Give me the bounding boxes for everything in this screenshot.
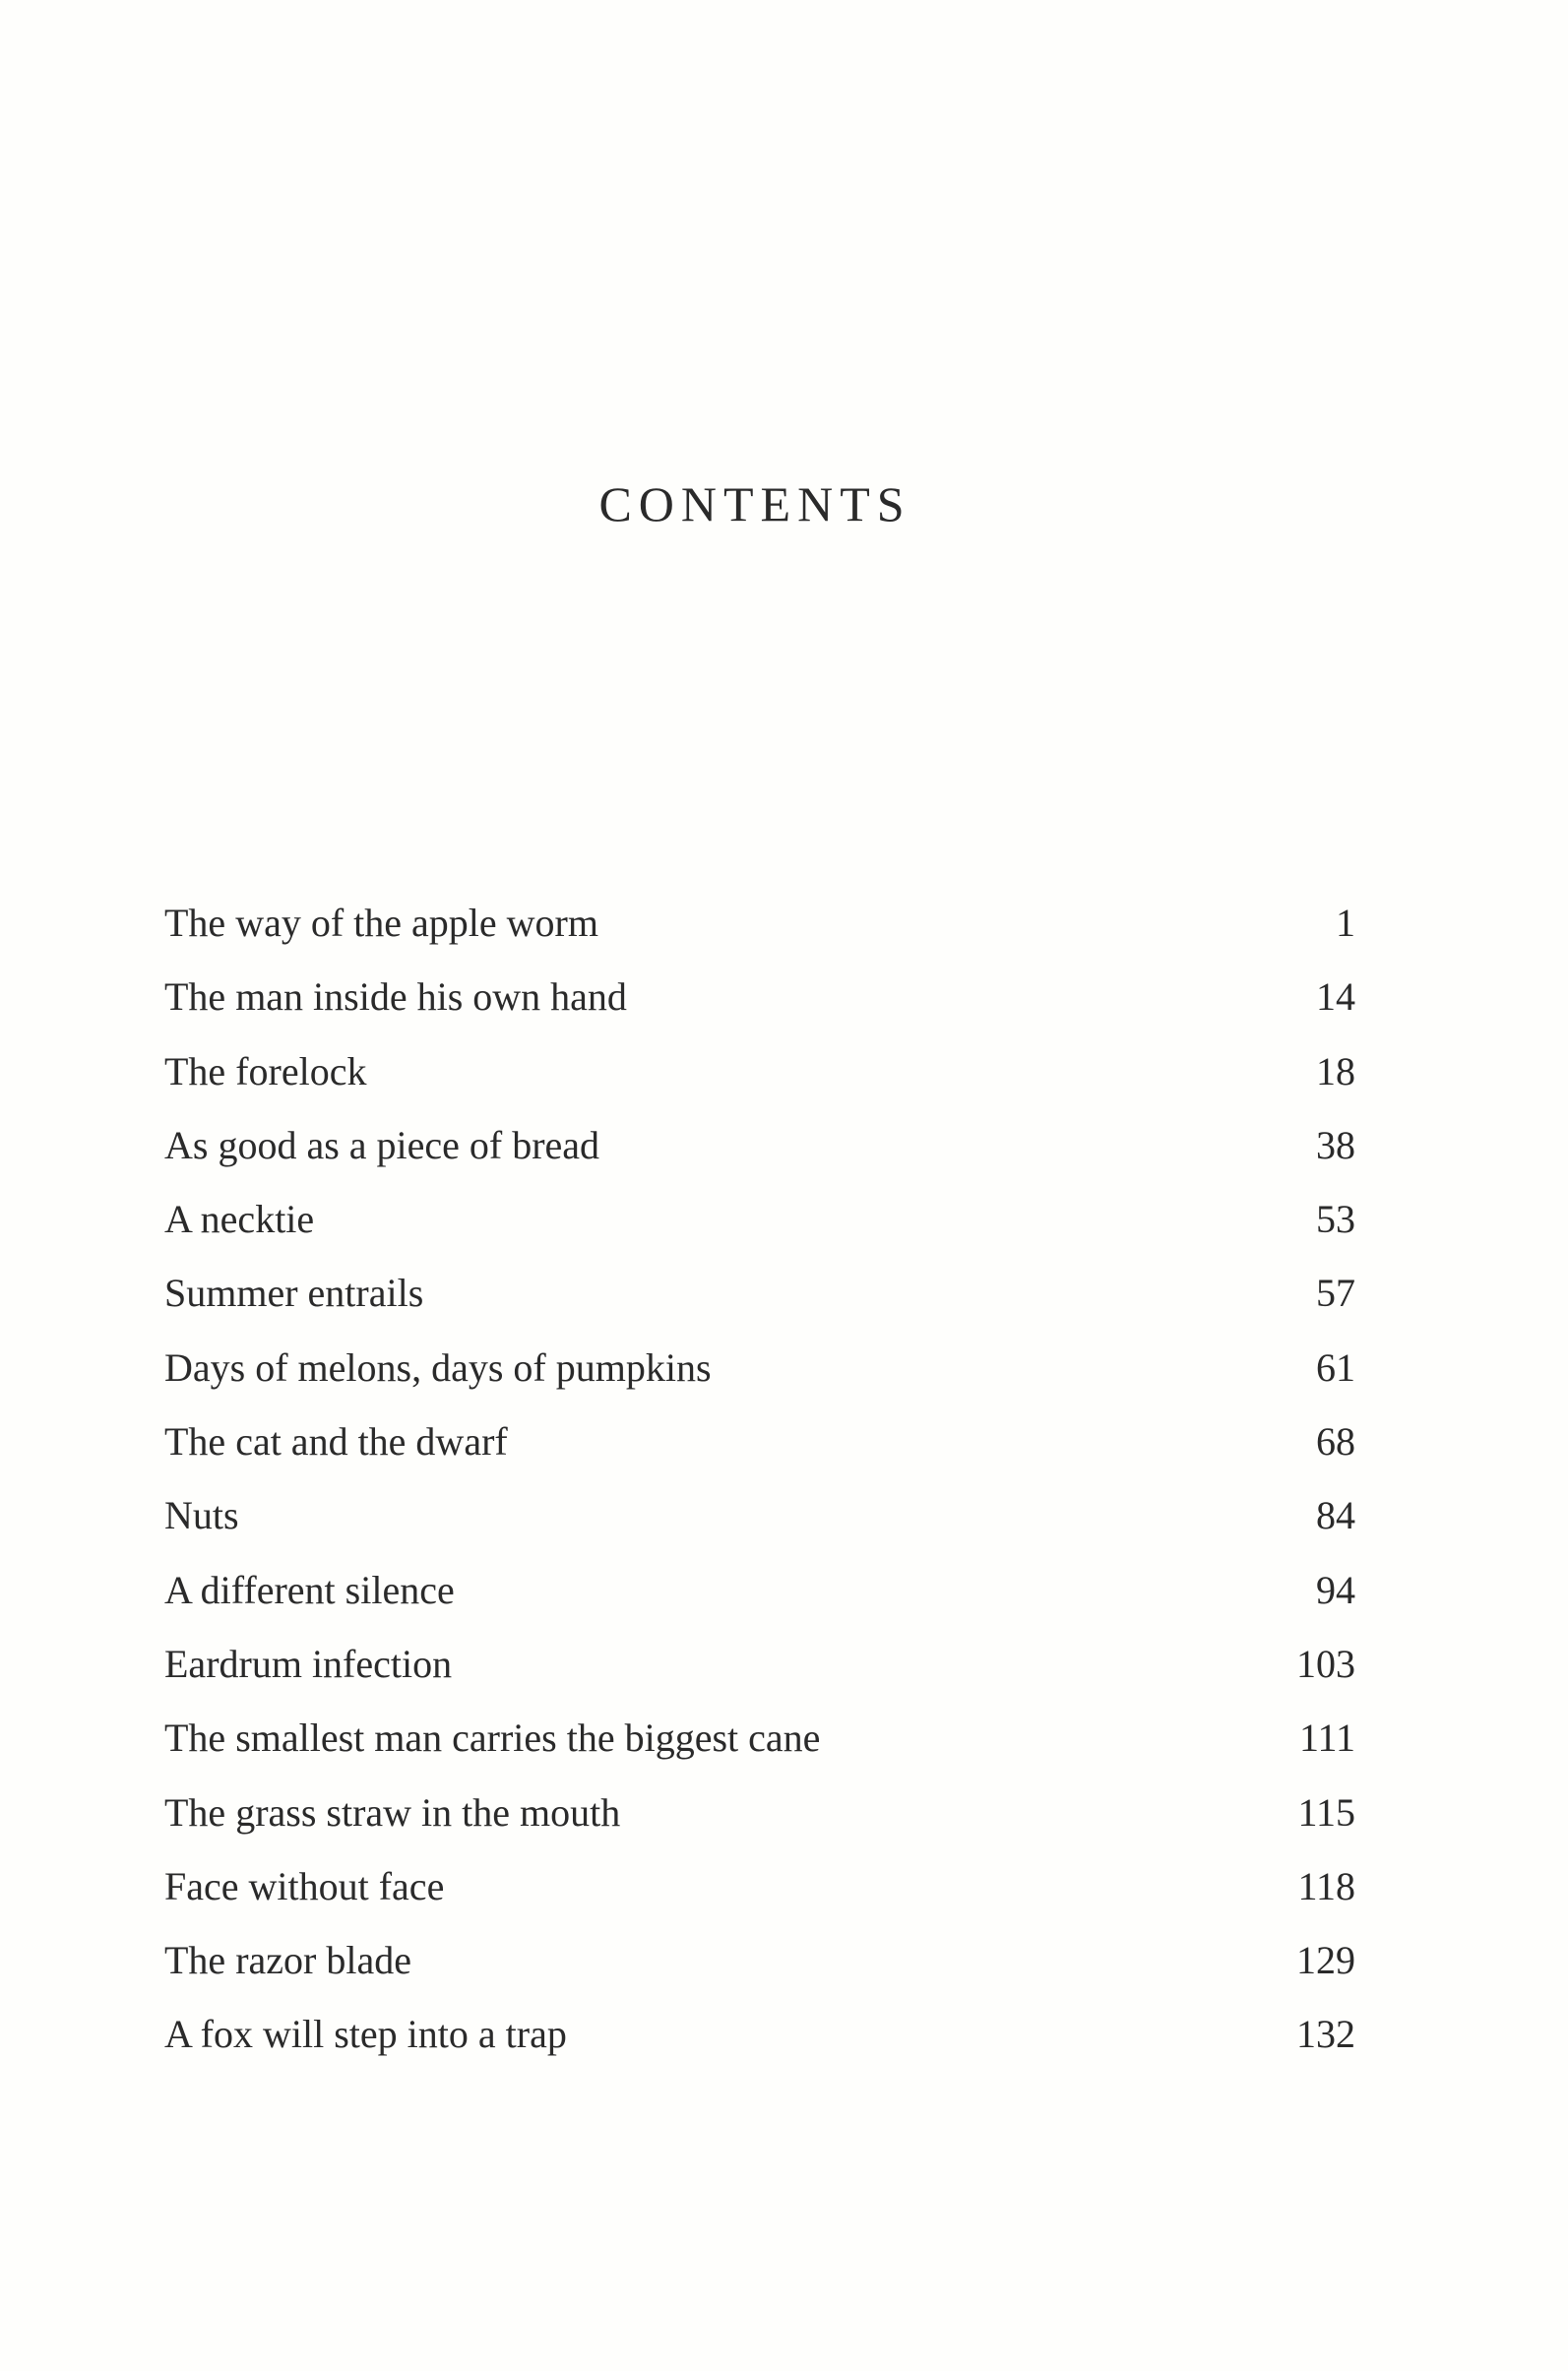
toc-entry-page: 103 bbox=[1296, 1641, 1355, 1686]
toc-entry-title: The smallest man carries the biggest cane bbox=[164, 1716, 821, 1761]
contents-heading: CONTENTS bbox=[598, 476, 911, 531]
table-of-contents bbox=[164, 894, 1355, 2080]
toc-entry-title: A different silence bbox=[164, 1567, 455, 1612]
toc-entry-title: Nuts bbox=[164, 1493, 239, 1538]
toc-entry bbox=[164, 1635, 1355, 1709]
toc-entry-title: The way of the apple worm bbox=[164, 901, 598, 945]
toc-entry-page: 38 bbox=[1316, 1122, 1355, 1167]
toc-entry-title: Days of melons, days of pumpkins bbox=[164, 1344, 712, 1390]
toc-entry-title: The forelock bbox=[164, 1048, 367, 1093]
toc-entry-title: Face without face bbox=[164, 1863, 445, 1908]
toc-entry-title: A necktie bbox=[164, 1197, 315, 1242]
toc-entry-page: 18 bbox=[1316, 1048, 1355, 1093]
toc-entry-page: 118 bbox=[1297, 1863, 1355, 1908]
toc-entry bbox=[164, 1931, 1355, 2005]
toc-entry-page: 1 bbox=[1336, 901, 1355, 945]
toc-entry-title: A fox will step into a trap bbox=[164, 2012, 567, 2057]
toc-entry-page: 115 bbox=[1297, 1789, 1355, 1835]
toc-entry bbox=[164, 1116, 1355, 1190]
toc-entry-page: 94 bbox=[1316, 1567, 1355, 1612]
toc-entry bbox=[164, 1486, 1355, 1560]
toc-entry-title: Summer entrails bbox=[164, 1271, 424, 1316]
toc-entry-title: The razor blade bbox=[164, 1938, 411, 1983]
toc-entry-title: The cat and the dwarf bbox=[164, 1419, 508, 1465]
toc-entry bbox=[164, 1190, 1355, 1264]
toc-entry-page: 129 bbox=[1296, 1938, 1355, 1983]
toc-entry-page: 111 bbox=[1298, 1716, 1355, 1761]
toc-entry bbox=[164, 894, 1355, 967]
toc-entry bbox=[164, 2005, 1355, 2079]
toc-entry bbox=[164, 1857, 1355, 1931]
toc-entry-page: 53 bbox=[1316, 1197, 1355, 1242]
toc-entry bbox=[164, 1264, 1355, 1338]
toc-entry-page: 61 bbox=[1316, 1344, 1355, 1390]
toc-entry bbox=[164, 1042, 1355, 1116]
toc-entry-title: The grass straw in the mouth bbox=[164, 1789, 621, 1835]
toc-entry bbox=[164, 1561, 1355, 1635]
toc-entry bbox=[164, 967, 1355, 1041]
toc-entry-title: As good as a piece of bread bbox=[164, 1122, 600, 1167]
toc-entry bbox=[164, 1339, 1355, 1412]
toc-entry-page: 84 bbox=[1316, 1493, 1355, 1538]
toc-entry-title: Eardrum infection bbox=[164, 1641, 453, 1686]
toc-entry bbox=[164, 1709, 1355, 1782]
toc-entry bbox=[164, 1412, 1355, 1486]
toc-entry bbox=[164, 1783, 1355, 1857]
toc-entry-title: The man inside his own hand bbox=[164, 974, 627, 1020]
toc-entry-page: 132 bbox=[1296, 2012, 1355, 2057]
toc-entry-page: 14 bbox=[1316, 974, 1355, 1020]
toc-entry-page: 68 bbox=[1316, 1419, 1355, 1465]
toc-entry-page: 57 bbox=[1316, 1271, 1355, 1316]
